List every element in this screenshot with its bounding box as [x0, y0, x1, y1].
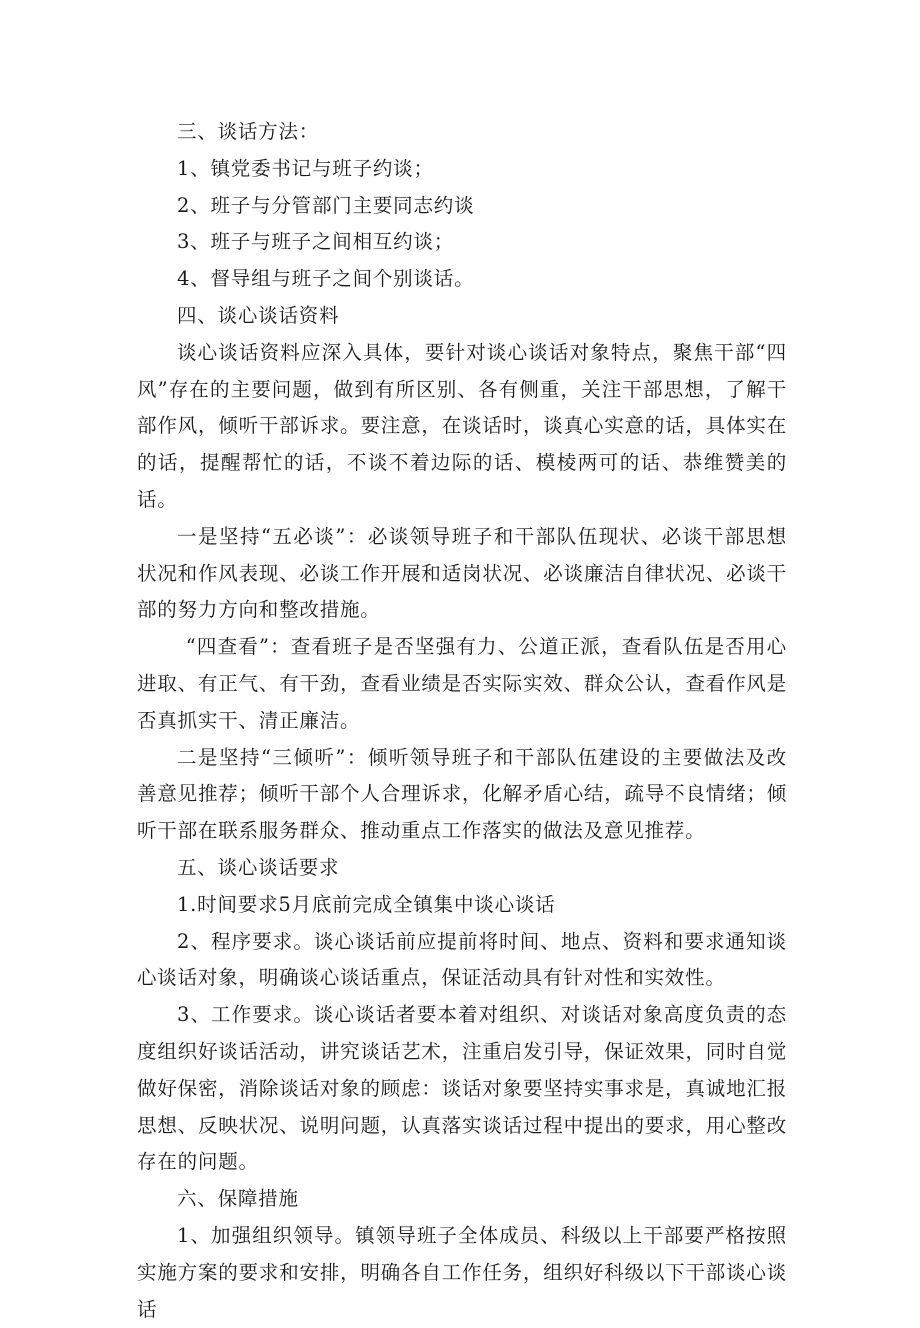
- section-heading-safeguards: 六、保障措施: [176, 1187, 299, 1211]
- paragraph-four-check: “四查看”：查看班子是否坚强有力、公道正派，查看队伍是否用心进取、有正气、有干劲，查看业绩是否实际实效、群众公认，查看作风是否真抓实干、清正廉洁。: [137, 635, 787, 732]
- list-item-method-1: 1、镇党委书记与班子约谈；: [176, 156, 434, 180]
- list-item-time-requirement: 1.时间要求5月底前完成全镇集中谈心谈话: [176, 892, 556, 916]
- list-item-procedure-requirement: 2、程序要求。谈心谈话前应提前将时间、地点、资料和要求通知谈心谈话对象，明确谈心谈话重点，保证活动具有针对性和实效性。: [137, 929, 787, 990]
- paragraph-five-must-talk: 一是坚持“五必谈”：必谈领导班子和干部队伍现状、必谈干部思想状况和作风表现、必谈工作开展和适岗状况、必谈廉洁自律状况、必谈干部的努力方向和整改措施。: [137, 524, 787, 622]
- list-item-organization-leadership: 1、加强组织领导。镇领导班子全体成员、科级以上干部要严格按照实施方案的要求和安排，明确各自工作任务，组织好科级以下干部谈心谈话: [137, 1223, 787, 1321]
- section-heading-talk-methods: 三、谈话方法：: [176, 120, 320, 143]
- list-item-method-4: 4、督导组与班子之间个别谈话。: [176, 267, 475, 291]
- list-item-work-requirement: 3、工作要求。谈心谈话者要本着对组织、对谈话对象高度负责的态度组织好谈话活动，讲究谈话艺术，注重启发引导，保证效果，同时自觉做好保密，消除谈话对象的顾虑：谈话对象要坚持实事求是，真诚地汇报思想、反映状况、说明问题，认真落实谈话过程中提出的要求，用心整改存在的问题。: [137, 1003, 787, 1174]
- paragraph-materials-body: 谈心谈话资料应深入具体，要针对谈心谈话对象特点，聚焦干部“四风”存在的主要问题，做到有所区别、各有侧重，关注干部思想，了解干部作风，倾听干部诉求。要注意，在谈话时，谈真心实意的话，具体实在的话，提醒帮忙的话，不谈不着边际的话、模棱两可的话、恭维赞美的话。: [137, 340, 787, 511]
- document-body: [137, 114, 787, 1328]
- section-heading-talk-requirements: 五、谈心谈话要求: [176, 855, 340, 879]
- section-heading-talk-materials: 四、谈心谈话资料: [176, 303, 340, 327]
- list-item-method-3: 3、班子与班子之间相互约谈；: [176, 230, 455, 254]
- list-item-method-2: 2、班子与分管部门主要同志约谈: [176, 193, 475, 217]
- paragraph-three-listen: 二是坚持“三倾听”：倾听领导班子和干部队伍建设的主要做法及改善意见推荐；倾听干部个人合理诉求，化解矛盾心结，疏导不良情绪；倾听干部在联系服务群众、推动重点工作落实的做法及意见推荐。: [137, 745, 787, 843]
